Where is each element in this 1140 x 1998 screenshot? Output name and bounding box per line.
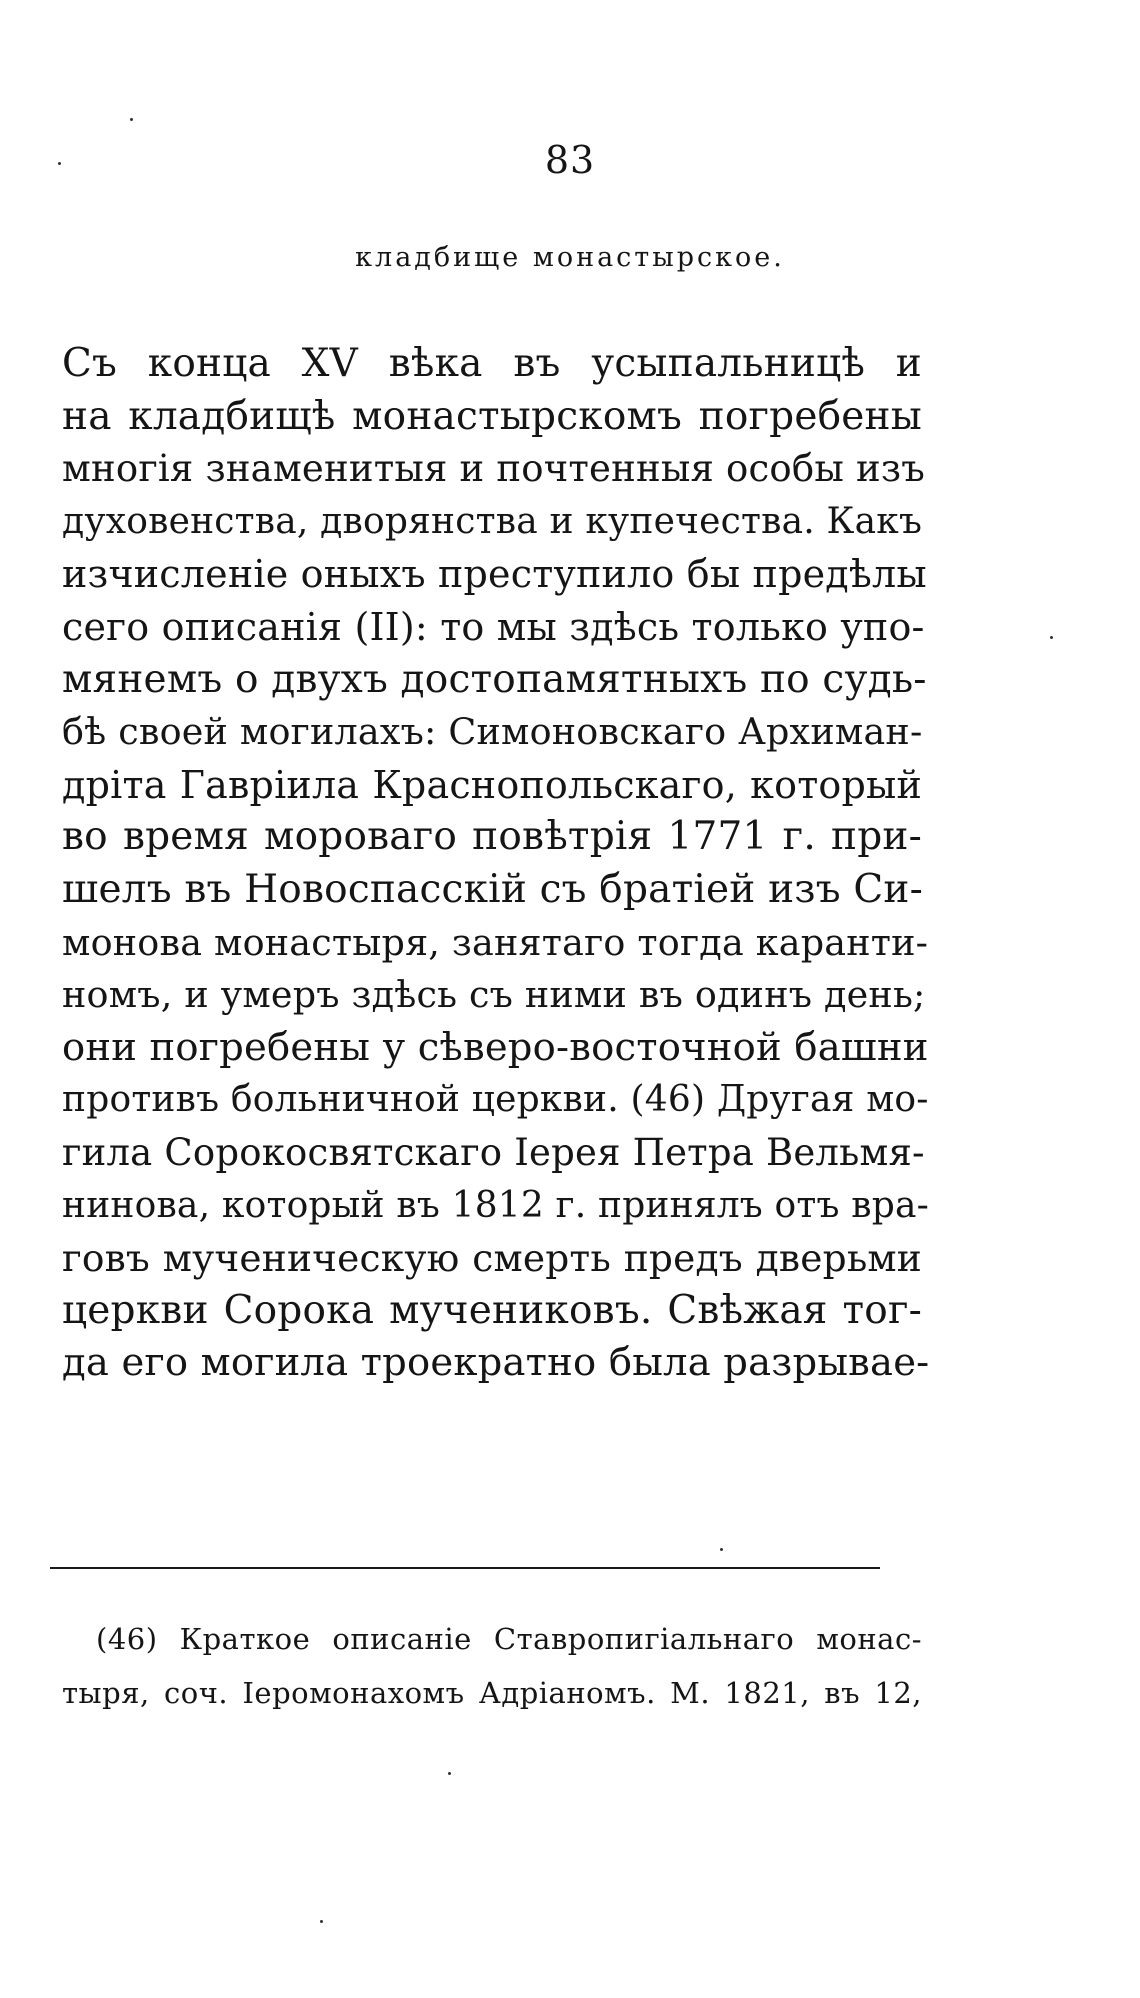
print-speck bbox=[130, 118, 133, 121]
footnote-separator-rule bbox=[50, 1567, 880, 1569]
text-line: гила Сорокосвятскаго Іерея Петра Вельмя- bbox=[62, 1130, 925, 1174]
text-line: номъ, и умеръ здѣсь съ ними въ одинъ день; bbox=[62, 973, 926, 1017]
print-speck bbox=[320, 1920, 323, 1923]
text-line: мянемъ о двухъ достопамятныхъ по судь- bbox=[62, 656, 927, 702]
text-line: духовенства, дворянства и купечества. Какъ bbox=[62, 500, 923, 542]
text-line: Съ конца XV вѣка въ усыпальницѣ и bbox=[62, 341, 922, 386]
footnote-line: (46) Краткое описаніе Ставропигіальнаго монас- bbox=[96, 1622, 922, 1656]
print-speck bbox=[1050, 636, 1053, 639]
text-line: шелъ въ Новоспасскій съ братіей изъ Си- bbox=[62, 866, 923, 912]
text-line: церкви Сорока мучениковъ. Свѣжая тог- bbox=[62, 1287, 922, 1333]
text-line: бѣ своей могилахъ: Симоновскаго Архиман- bbox=[62, 710, 923, 754]
text-line: изчисленіе оныхъ преступило бы предѣлы bbox=[62, 552, 927, 597]
print-speck bbox=[720, 1548, 723, 1551]
text-line: да его могила троекратно была разрывае- bbox=[62, 1340, 930, 1386]
text-line: они погребены у сѣверо-восточной башни bbox=[62, 1024, 929, 1070]
text-line: противъ больничной церкви. (46) Другая мо- bbox=[62, 1079, 929, 1121]
text-line: нинова, который въ 1812 г. принялъ отъ вра- bbox=[62, 1184, 930, 1226]
text-line: многія знаменитыя и почтенныя особы изъ bbox=[62, 447, 925, 491]
text-line: во время моровагo повѣтрія 1771 г. при- bbox=[62, 814, 922, 860]
body-text bbox=[62, 338, 930, 1390]
text-line: дріта Гавріила Краснопольскаго, который bbox=[62, 762, 922, 807]
text-line: на кладбищѣ монастырскомъ погребены bbox=[62, 393, 922, 439]
page-number: 83 bbox=[544, 138, 596, 182]
footnote bbox=[62, 1612, 922, 1720]
section-heading: кладбище монастырское. bbox=[355, 242, 785, 273]
text-line: сего описанія (II): то мы здѣсь только упо- bbox=[62, 604, 925, 649]
footnote-line: тыря, соч. Іеромонахомъ Адріаномъ. М. 1821, въ 12, bbox=[62, 1676, 922, 1710]
text-line: монова монастыря, занятаго тогда каранти- bbox=[62, 920, 929, 964]
text-line: говъ мученическую смерть предъ дверьми bbox=[62, 1236, 922, 1281]
print-speck bbox=[448, 1772, 451, 1775]
